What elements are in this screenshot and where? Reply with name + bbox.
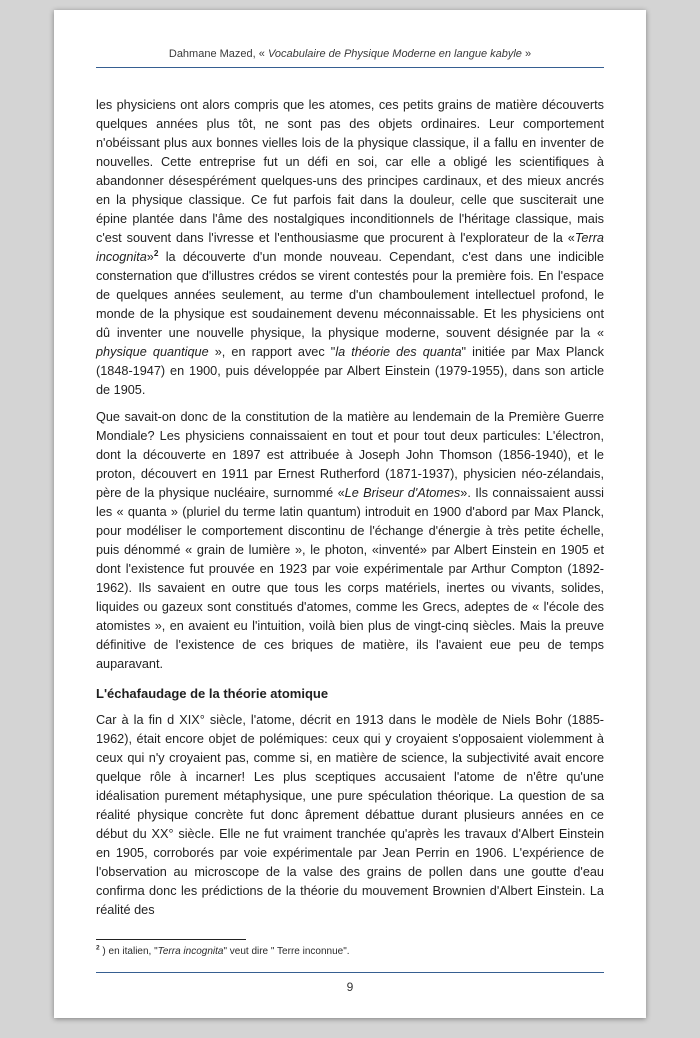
document-page: [54, 10, 646, 1018]
page-number: 9: [346, 980, 354, 994]
page-header: Dahmane Mazed, « Vocabulaire de Physique Moderne en langue kabyle »: [96, 48, 604, 68]
footnote-separator: [96, 939, 246, 940]
page-footer: [96, 972, 604, 994]
footnote-area: [96, 939, 604, 958]
paragraph: Que savait-on donc de la constitution de la matière au lendemain de la Première Guerre Mondiale? Les physiciens connaissaient en tout et pour tout deux particules: L'électron, dont la découverte en 1897 est attribuée à Joseph John Thomson (1856-1940), et le proton, découvert en 1911 par Ernest Rutherford (1871-1937), physicien néo-zélandais, père de la physique nucléaire, surnommé «Le Briseur d'Atomes». Ils connaissaient aussi les « quanta » (pluriel du terme latin quantum) introduit en 1900 d'abord par Max Planck, pour modéliser le comportement discontinu de l'échange d'énergie à très petite échelle, puis dénommé « grain de lumière », le photon, «inventé» par Albert Einstein en 1905 et dont l'existence fut prouvée en 1923 par voie expérimentale par Arthur Compton (1892-1962). Ils savaient en outre que tous les corps matériels, inertes ou vivants, solides, liquides ou gazeux sont constitués d'atomes, comme les Grecs, adeptes de « l'école des atomistes », en avaient eu l'intuition, voilà bien plus de vingt-cinq siècles. Mais la preuve définitive de l'existence de ces briques de matière, ils l'avaient eue peu de temps auparavant.: [96, 410, 604, 671]
paragraph: les physiciens ont alors compris que les atomes, ces petits grains de matière découverts quelques années plus tôt, ne sont pas des objets ordinaires. Leur comportement n'obéissant plus aux bonnes vielles lois de la physique classique, il a fallu en inventer de nouvelles. Cette entreprise fut un défi en soi, car elle a obligé les scientifiques à abandonner désespérément quelques-uns des principes cardinaux, et des mieux ancrés en la physique classique. Ce fut parfois fait dans la douleur, celle que susciterait une épine plantée dans l'âme des nostalgiques inconditionnels de l'héritage classique, mais c'est souvent dans l'ivresse et l'enthousiasme que procurent à l'explorateur de la «Terra incognita»$^2$ la découverte d'un monde nouveau. Cependant, c'est dans une indicible consternation que d'illustres crédos se virent contestés pour la première fois. En l'espace de quelques années seulement, au terme d'un chamboulement intellectuel profond, le monde de la physique est soudainement devenu méconnaissable. Et les physiciens ont dû inventer une nouvelle physique, la physique moderne, souvent désignée par la « physique quantique », en rapport avec "la théorie des quanta" initiée par Max Planck (1848-1947) en 1900, puis développée par Albert Einstein (1979-1955), dans son article de 1905.: [96, 98, 604, 397]
paragraph: Car à la fin d XIX° siècle, l'atome, décrit en 1913 dans le modèle de Niels Bohr (1885-1962), était encore objet de polémiques: ceux qui y croyaient s'opposaient violemment à ceux qui n'y croyaient pas, comme si, en matière de science, la subjectivité avait encore quelque rôle à incarner! Les plus sceptiques accusaient l'atome de n'être qu'une idéalisation purement métaphysique, une pure spéculation théorique. La question de sa réalité physique concrète fut donc âprement débattue durant plusieurs années en ce début du XX° siècle. Elle ne fut vraiment tranchée qu'après les travaux d'Albert Einstein en 1905, corroborés par voie expérimentale par Jean Perrin en 1906. L'expérience de l'observation au microscope de la valse des grains de pollen dans une goutte d'eau confirma donc les prédictions de la théorie du mouvement Brownien d'Albert Einstein. La réalité des: [96, 713, 604, 917]
document-body: [96, 96, 604, 920]
footnote: $^2$ ) en italien, "Terra incognita" veut dire " Terre inconnue".: [96, 944, 350, 957]
section-heading: L'échafaudage de la théorie atomique: [96, 686, 329, 701]
